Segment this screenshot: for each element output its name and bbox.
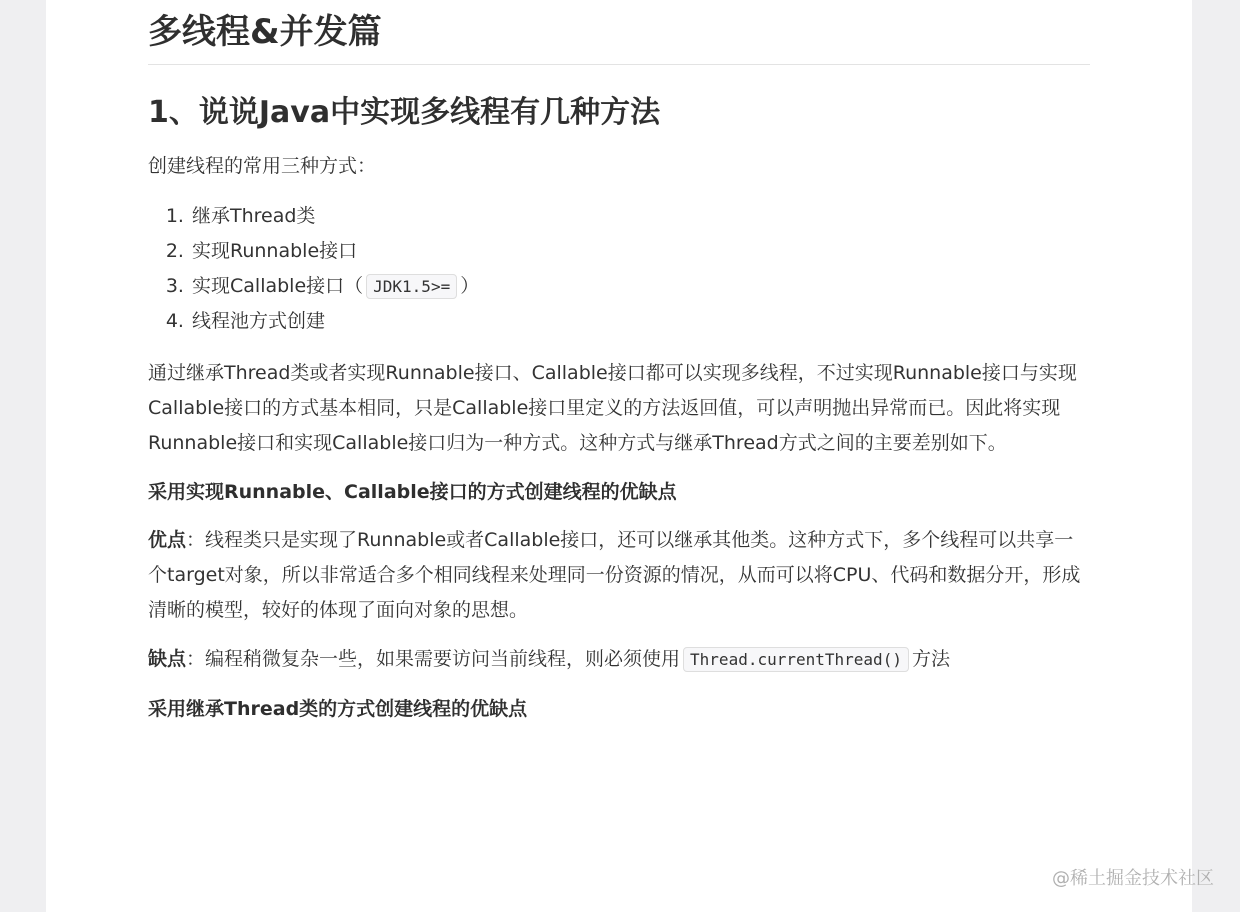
intro-text: 创建线程的常用三种方式：	[148, 155, 377, 177]
cons-paragraph	[148, 642, 1090, 677]
inline-code: JDK1.5>=	[366, 274, 457, 299]
list-item	[190, 199, 1090, 234]
list-item	[190, 304, 1090, 339]
list-item-text: 继承Thread类	[192, 205, 316, 227]
subheading-runnable: 采用实现Runnable、Callable接口的方式创建线程的优缺点	[148, 481, 677, 503]
cons-label: 缺点	[148, 648, 187, 670]
cons-text: ：编程稍微复杂一些，如果需要访问当前线程，则必须使用	[186, 648, 681, 670]
pros-text: ：线程类只是实现了Runnable或者Callable接口，还可以继承其他类。这种方式下，多个线程可以共享一个target对象，所以非常适合多个相同线程来处理同一份资源的情况，从而可以将CPU、代码和数据分开，形成清晰的模型，较好的体现了面向对象的思想。	[148, 529, 1081, 621]
article-content	[148, 0, 1090, 727]
pros-label: 优点	[148, 529, 187, 551]
document-page	[46, 0, 1192, 912]
list-item-text: 实现Callable接口（	[192, 275, 364, 297]
body-paragraph: 通过继承Thread类或者实现Runnable接口、Callable接口都可以实现多线程，不过实现Runnable接口与实现Callable接口的方式基本相同，只是Callable接口里定义的方法返回值，可以声明抛出异常而已。因此将实现Runnable接口和实现Callable接口归为一种方式。这种方式与继承Thread方式之间的主要差别如下。	[148, 362, 1077, 454]
list-item	[190, 269, 1090, 304]
methods-list	[148, 199, 1090, 339]
list-item-suffix: ）	[460, 275, 480, 297]
list-item	[190, 234, 1090, 269]
pros-paragraph	[148, 523, 1090, 628]
inline-code: Thread.currentThread()	[683, 647, 909, 672]
subheading-thread: 采用继承Thread类的方式创建线程的优缺点	[148, 698, 528, 720]
watermark: @稀土掘金技术社区	[1052, 868, 1214, 889]
list-item-text: 线程池方式创建	[192, 310, 326, 332]
section-heading: 1、说说Java中实现多线程有几种方法	[148, 95, 661, 130]
list-item-text: 实现Runnable接口	[192, 240, 358, 262]
page-title: 多线程&并发篇	[148, 0, 1090, 65]
cons-suffix: 方法	[911, 648, 950, 670]
